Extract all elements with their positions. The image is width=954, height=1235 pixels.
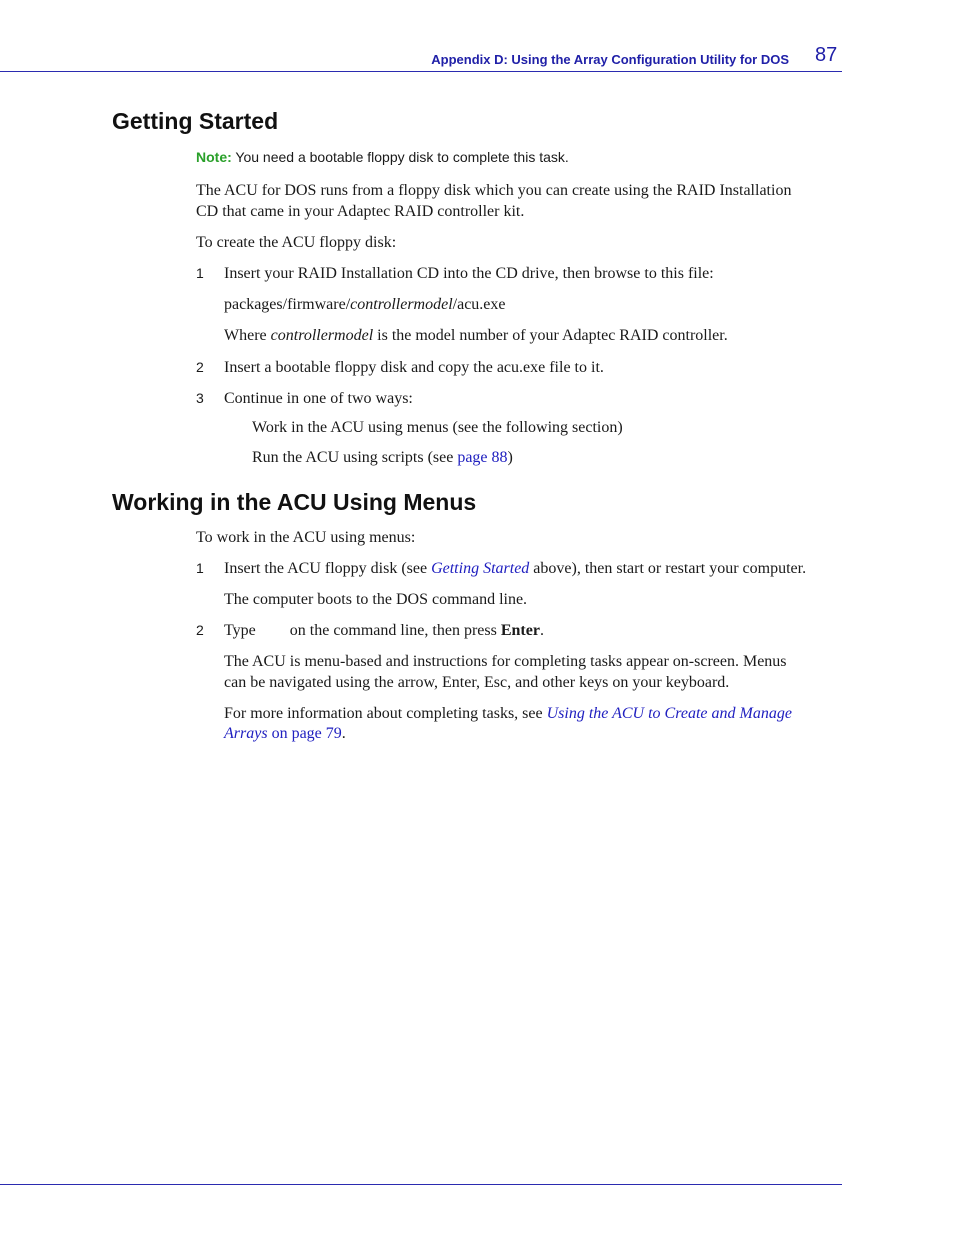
more-suffix: . xyxy=(341,725,346,742)
step1-text: Insert your RAID Installation CD into the CD drive, then browse to this file: xyxy=(224,265,714,282)
where-variable: controllermodel xyxy=(270,327,374,344)
where-text xyxy=(224,325,728,346)
path-suffix: /acu.exe xyxy=(452,296,506,313)
step-number: 3 xyxy=(196,390,204,406)
path-variable: controllermodel xyxy=(350,296,453,313)
step3-text: Continue in one of two ways: xyxy=(224,390,413,407)
note-text: You need a bootable floppy disk to complete this task. xyxy=(231,149,569,165)
menus-step1 xyxy=(224,558,806,579)
create-manage-link[interactable]: Using the ACU to Create and Manage xyxy=(546,705,792,722)
path-prefix: packages/firmware/ xyxy=(224,296,351,313)
note-label: Note: xyxy=(196,149,232,165)
note xyxy=(196,147,569,168)
intro-line-2: CD that came in your Adaptec RAID controller kit. xyxy=(196,203,525,220)
running-header: Appendix D: Using the Array Configuration Utility for DOS xyxy=(431,52,789,67)
step-number: 2 xyxy=(196,622,204,638)
menu-line-1: The ACU is menu-based and instructions for completing tasks appear on-screen. Menus xyxy=(224,653,787,670)
step2-text: Insert a bootable floppy disk and copy the acu.exe file to it. xyxy=(224,359,604,376)
create-lead: To create the ACU floppy disk: xyxy=(196,234,397,251)
file-path xyxy=(224,294,506,315)
step1-prefix: Insert the ACU floppy disk (see xyxy=(224,560,432,577)
heading-working-in-acu: Working in the ACU Using Menus xyxy=(112,489,477,515)
way2-prefix: Run the ACU using scripts (see xyxy=(252,449,458,466)
step2-middle: on the command line, then press xyxy=(285,622,501,639)
menus-step2 xyxy=(224,620,544,641)
boot-text: The computer boots to the DOS command line. xyxy=(224,591,528,608)
more-info-line-1 xyxy=(224,703,792,724)
way-1: Work in the ACU using menus (see the following section) xyxy=(252,419,623,436)
more-info-line-2 xyxy=(224,723,346,744)
where-prefix: Where xyxy=(224,327,271,344)
enter-key: Enter xyxy=(500,622,540,639)
getting-started-link[interactable]: Getting Started xyxy=(431,560,530,577)
step2-prefix: Type xyxy=(224,622,260,639)
more-prefix: For more information about completing tasks, see xyxy=(224,705,547,722)
step-number: 1 xyxy=(196,560,204,576)
menus-lead: To work in the ACU using menus: xyxy=(196,529,416,546)
way-2 xyxy=(252,447,513,468)
page-88-link[interactable]: page 88 xyxy=(457,449,508,466)
step-number: 2 xyxy=(196,359,204,375)
page-79-link[interactable]: on page 79 xyxy=(267,725,342,742)
heading-getting-started: Getting Started xyxy=(112,108,279,134)
page-number: 87 xyxy=(815,44,838,66)
where-suffix: is the model number of your Adaptec RAID controller. xyxy=(373,327,728,344)
arrays-link[interactable]: Arrays xyxy=(224,725,268,742)
step-number: 1 xyxy=(196,265,204,281)
way2-suffix: ) xyxy=(507,449,513,466)
step2-suffix: . xyxy=(539,622,544,639)
step1-suffix: above), then start or restart your computer. xyxy=(529,560,807,577)
menu-line-2: can be navigated using the arrow, Enter, Esc, and other keys on your keyboard. xyxy=(224,674,730,691)
footer-rule xyxy=(0,1184,842,1185)
header-rule xyxy=(0,71,842,72)
intro-line-1: The ACU for DOS runs from a floppy disk which you can create using the RAID Installation xyxy=(196,182,792,199)
